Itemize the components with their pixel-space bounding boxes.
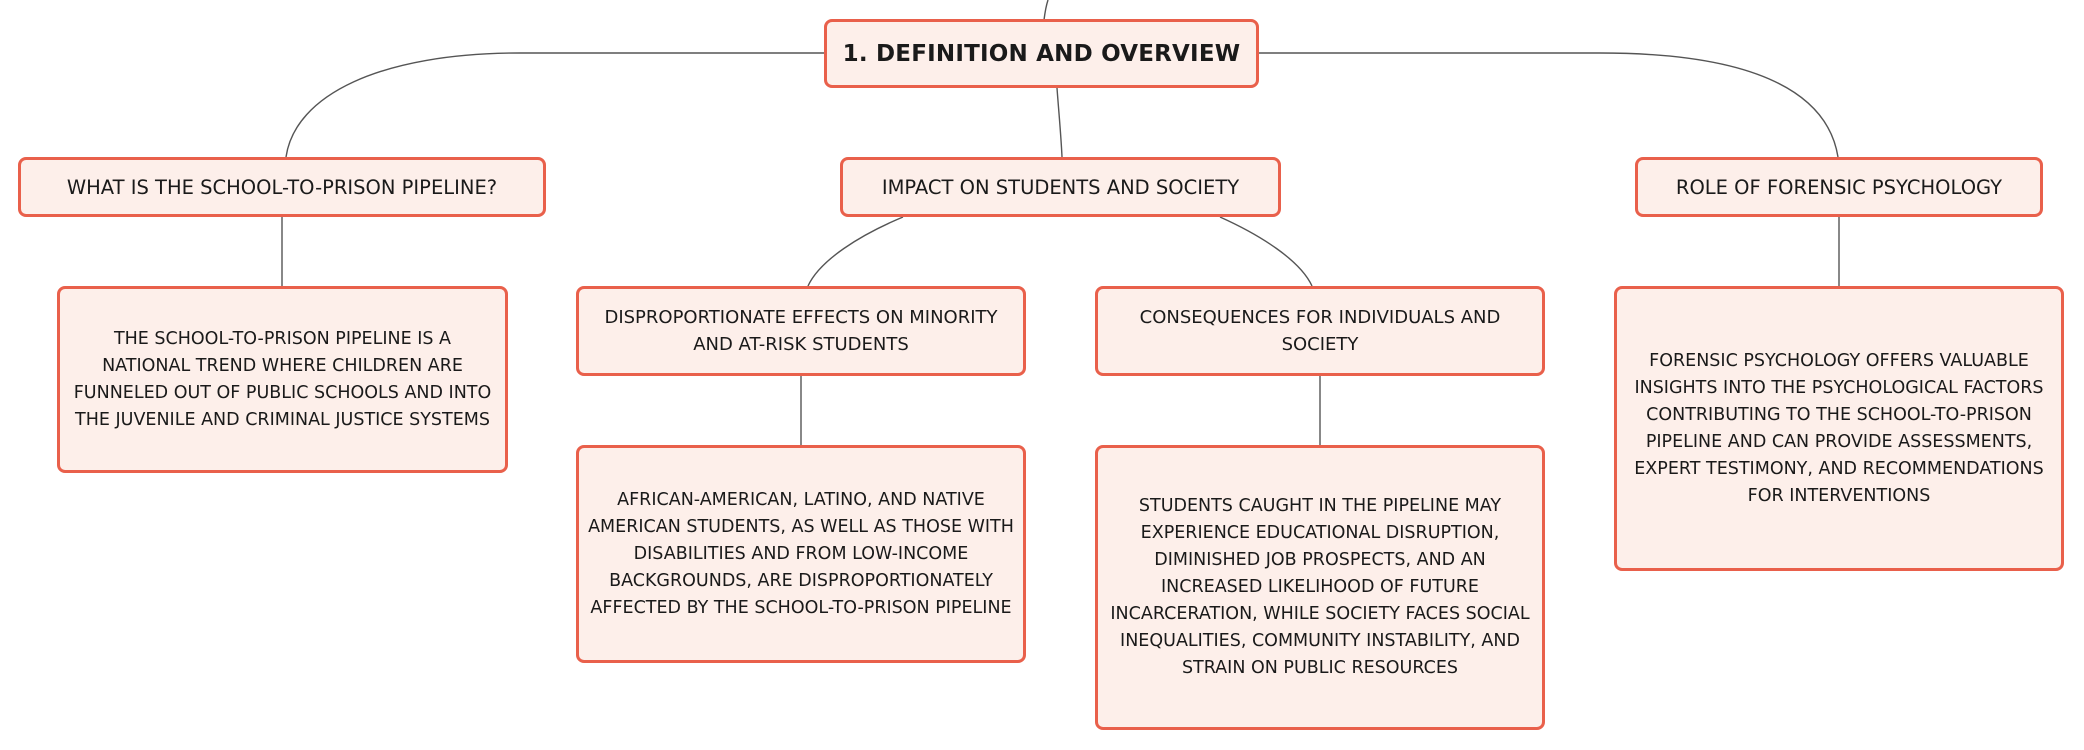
subtopic-node-disproportionate-effects[interactable] xyxy=(576,286,1026,376)
detail-node-text: AFRICAN-AMERICAN, LATINO, AND NATIVE AMERICAN STUDENTS, AS WELL AS THOSE WITH DISABILITIES AND FROM LOW-INCOME BACKGROUNDS, ARE DISPROPORTIONATELY AFFECTED BY THE SCHOOL-TO-PRISON PIPELINE xyxy=(588,489,1014,618)
connector-root-to-topic-1 xyxy=(286,53,824,157)
connector-root-to-topic-2 xyxy=(1057,88,1062,157)
connector-root-parent xyxy=(1044,0,1048,20)
detail-node-text: THE SCHOOL-TO-PRISON PIPELINE IS A NATIONAL TREND WHERE CHILDREN ARE FUNNELED OUT OF PUBLIC SCHOOLS AND INTO THE JUVENILE AND CRIMINAL JUSTICE SYSTEMS xyxy=(73,328,492,430)
detail-node-affected-students[interactable] xyxy=(576,445,1026,663)
topic-node-what-is-pipeline[interactable] xyxy=(18,157,546,217)
connector-root-to-topic-3 xyxy=(1259,53,1838,157)
detail-node-text: FORENSIC PSYCHOLOGY OFFERS VALUABLE INSIGHTS INTO THE PSYCHOLOGICAL FACTORS CONTRIBUTING TO THE SCHOOL-TO-PRISON PIPELINE AND CAN PROVIDE ASSESSMENTS, EXPERT TESTIMONY, AND RECOMMENDATIONS FOR INTERVENTIONS xyxy=(1634,350,2044,506)
connector-topic-2-to-subtopic-2 xyxy=(1220,217,1312,286)
root-node-label: 1. DEFINITION AND OVERVIEW xyxy=(842,40,1241,67)
detail-node-pipeline-definition[interactable] xyxy=(57,286,508,473)
subtopic-node-label: DISPROPORTIONATE EFFECTS ON MINORITY AND AT-RISK STUDENTS xyxy=(604,307,998,355)
topic-node-impact[interactable] xyxy=(840,157,1281,217)
connector-topic-2-to-subtopic-1 xyxy=(808,217,903,286)
topic-node-label: ROLE OF FORENSIC PSYCHOLOGY xyxy=(1675,175,2003,199)
topic-node-forensic-psychology[interactable] xyxy=(1635,157,2043,217)
root-node[interactable] xyxy=(824,19,1259,88)
subtopic-node-consequences[interactable] xyxy=(1095,286,1545,376)
subtopic-node-label: CONSEQUENCES FOR INDIVIDUALS AND SOCIETY xyxy=(1139,307,1501,355)
topic-node-label: WHAT IS THE SCHOOL-TO-PRISON PIPELINE? xyxy=(66,175,498,199)
detail-node-text: STUDENTS CAUGHT IN THE PIPELINE MAY EXPERIENCE EDUCATIONAL DISRUPTION, DIMINISHED JOB PROSPECTS, AND AN INCREASED LIKELIHOOD OF FUTURE INCARCERATION, WHILE SOCIETY FACES SOCIAL INEQUALITIES, COMMUNITY INSTABILITY, AND STRAIN ON PUBLIC RESOURCES xyxy=(1110,496,1530,678)
topic-node-label: IMPACT ON STUDENTS AND SOCIETY xyxy=(881,175,1240,199)
detail-node-consequences[interactable] xyxy=(1095,445,1545,730)
detail-node-forensic-role[interactable] xyxy=(1614,286,2064,571)
